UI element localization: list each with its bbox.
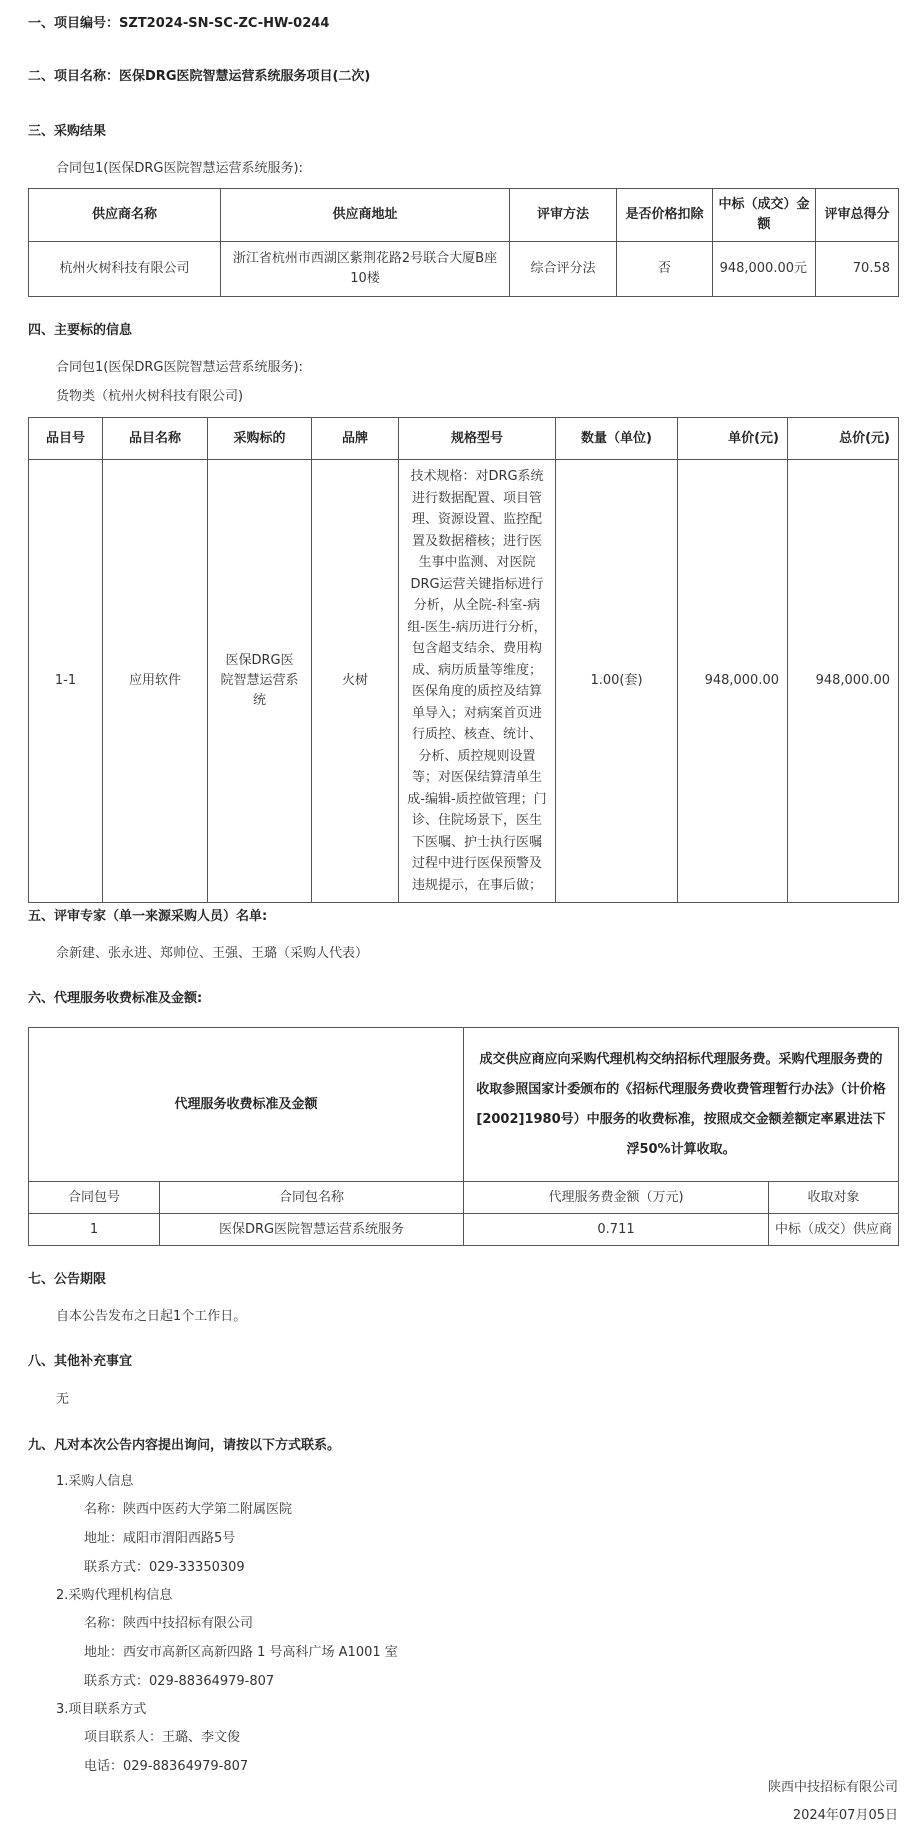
review-method: 综合评分法 bbox=[510, 242, 617, 297]
table-row bbox=[29, 460, 899, 903]
project-number-label: 一、项目编号： bbox=[28, 16, 120, 31]
col-charge-target: 收取对象 bbox=[769, 1182, 899, 1214]
agent-name: 名称：陕西中技招标有限公司 bbox=[84, 1616, 254, 1631]
agency-fee-standard-text: 成交供应商应向采购代理机构交纳招标代理服务费。采购代理服务费的收取参照国家计委颁布的《招标代理服务费收费管理暂行办法》（计价格[2002]1980号）中服务的收费标准，按照成交金额差额定率累进法下浮50%计算收取。 bbox=[464, 1028, 899, 1182]
col-review-method: 评审方法 bbox=[510, 189, 617, 242]
col-total-score: 评审总得分 bbox=[816, 189, 899, 242]
buyer-info-heading: 1.采购人信息 bbox=[56, 1474, 134, 1489]
project-number bbox=[28, 12, 329, 31]
col-item-name: 品目名称 bbox=[103, 418, 208, 460]
project-name-label: 二、项目名称： bbox=[28, 69, 120, 84]
buyer-phone: 联系方式：029-33350309 bbox=[84, 1560, 245, 1575]
procurement-result-heading: 三、采购结果 bbox=[28, 124, 107, 139]
agency-fee-heading: 六、代理服务收费标准及金额: bbox=[28, 991, 203, 1006]
item-no: 1-1 bbox=[29, 460, 103, 903]
agency-fee: 0.711 bbox=[464, 1214, 769, 1246]
notice-period-text: 自本公告发布之日起1个工作日。 bbox=[56, 1309, 247, 1324]
item-unit-price: 948,000.00 bbox=[678, 460, 788, 903]
buyer-address: 地址：咸阳市渭阳西路5号 bbox=[84, 1531, 236, 1546]
col-unit-price: 单价(元) bbox=[678, 418, 788, 460]
agent-address: 地址：西安市高新区高新四路 1 号高科广场 A1001 室 bbox=[84, 1645, 398, 1660]
project-contact-phone: 电话：029-88364979-807 bbox=[84, 1759, 249, 1774]
col-award-amount: 中标（成交）金额 bbox=[713, 189, 816, 242]
col-price-deduction: 是否价格扣除 bbox=[617, 189, 713, 242]
agency-fee-table bbox=[28, 1027, 899, 1246]
contact-heading: 九、凡对本次公告内容提出询问，请按以下方式联系。 bbox=[28, 1438, 341, 1453]
item-package: 合同包1(医保DRG医院智慧运营系统服务): bbox=[56, 360, 303, 375]
agency-fee-standard-label: 代理服务收费标准及金额 bbox=[29, 1028, 464, 1182]
package-no: 1 bbox=[29, 1214, 160, 1246]
table-row bbox=[29, 242, 899, 297]
other-matters-text: 无 bbox=[56, 1392, 70, 1407]
col-brand: 品牌 bbox=[312, 418, 399, 460]
table-header-row bbox=[29, 418, 899, 460]
supplier-address: 浙江省杭州市西湖区紫荆花路2号联合大厦B座10楼 bbox=[221, 242, 510, 297]
notice-period-heading: 七、公告期限 bbox=[28, 1272, 107, 1287]
col-supplier-address: 供应商地址 bbox=[221, 189, 510, 242]
item-spec: 技术规格：对DRG系统进行数据配置、项目管理、资源设置、监控配置及数据稽核；进行医生事中监测、对医院DRG运营关键指标进行分析，从全院-科室-病组-医生-病历进行分析，包含超支结余、费用构成、病历质量等维度；医保角度的质控及结算单导入；对病案首页进行质控、核查、统计、分析、质控规则设置等；对医保结算清单生成-编辑-质控做管理；门诊、住院场景下，医生下医嘱、护士执行医嘱过程中进行医保预警及违规提示，在事后做； bbox=[399, 460, 556, 903]
project-name-value: 医保DRG医院智慧运营系统服务项目(二次) bbox=[119, 69, 371, 84]
package-name: 医保DRG医院智慧运营系统服务 bbox=[160, 1214, 464, 1246]
charge-target: 中标（成交）供应商 bbox=[769, 1214, 899, 1246]
col-package-no: 合同包号 bbox=[29, 1182, 160, 1214]
result-table bbox=[28, 188, 899, 297]
project-number-value: SZT2024-SN-SC-ZC-HW-0244 bbox=[119, 16, 330, 31]
item-target: 医保DRG医院智慧运营系统 bbox=[208, 460, 312, 903]
agency-fee-standard-row bbox=[29, 1028, 899, 1182]
footer-company: 陕西中技招标有限公司 bbox=[767, 1780, 898, 1795]
main-item-heading: 四、主要标的信息 bbox=[28, 323, 133, 338]
col-total-price: 总价(元) bbox=[788, 418, 899, 460]
total-score: 70.58 bbox=[816, 242, 899, 297]
table-header-row bbox=[29, 1182, 899, 1214]
expert-names: 佘新建、张永进、郑帅位、王强、王璐（采购人代表） bbox=[56, 946, 369, 961]
item-name: 应用软件 bbox=[103, 460, 208, 903]
col-agency-fee: 代理服务费金额（万元) bbox=[464, 1182, 769, 1214]
col-package-name: 合同包名称 bbox=[160, 1182, 464, 1214]
price-deduction: 否 bbox=[617, 242, 713, 297]
project-name bbox=[28, 65, 370, 84]
agent-phone: 联系方式：029-88364979-807 bbox=[84, 1674, 275, 1689]
col-item-no: 品目号 bbox=[29, 418, 103, 460]
other-matters-heading: 八、其他补充事宜 bbox=[28, 1354, 133, 1369]
result-package: 合同包1(医保DRG医院智慧运营系统服务): bbox=[56, 161, 303, 176]
project-contact-person: 项目联系人：王璐、李文俊 bbox=[84, 1730, 241, 1745]
col-quantity: 数量（单位) bbox=[556, 418, 678, 460]
item-table bbox=[28, 417, 899, 903]
col-supplier-name: 供应商名称 bbox=[29, 189, 221, 242]
footer-date: 2024年07月05日 bbox=[792, 1808, 898, 1823]
item-quantity: 1.00(套) bbox=[556, 460, 678, 903]
item-category: 货物类（杭州火树科技有限公司) bbox=[56, 389, 244, 404]
project-contact-heading: 3.项目联系方式 bbox=[56, 1702, 147, 1717]
item-brand: 火树 bbox=[312, 460, 399, 903]
col-target: 采购标的 bbox=[208, 418, 312, 460]
col-spec: 规格型号 bbox=[399, 418, 556, 460]
table-row bbox=[29, 1214, 899, 1246]
buyer-name: 名称：陕西中医药大学第二附属医院 bbox=[84, 1502, 293, 1517]
supplier-name: 杭州火树科技有限公司 bbox=[29, 242, 221, 297]
award-amount: 948,000.00元 bbox=[713, 242, 816, 297]
agent-info-heading: 2.采购代理机构信息 bbox=[56, 1588, 173, 1603]
item-total-price: 948,000.00 bbox=[788, 460, 899, 903]
expert-heading: 五、评审专家（单一来源采购人员）名单: bbox=[28, 909, 268, 924]
table-header-row bbox=[29, 189, 899, 242]
